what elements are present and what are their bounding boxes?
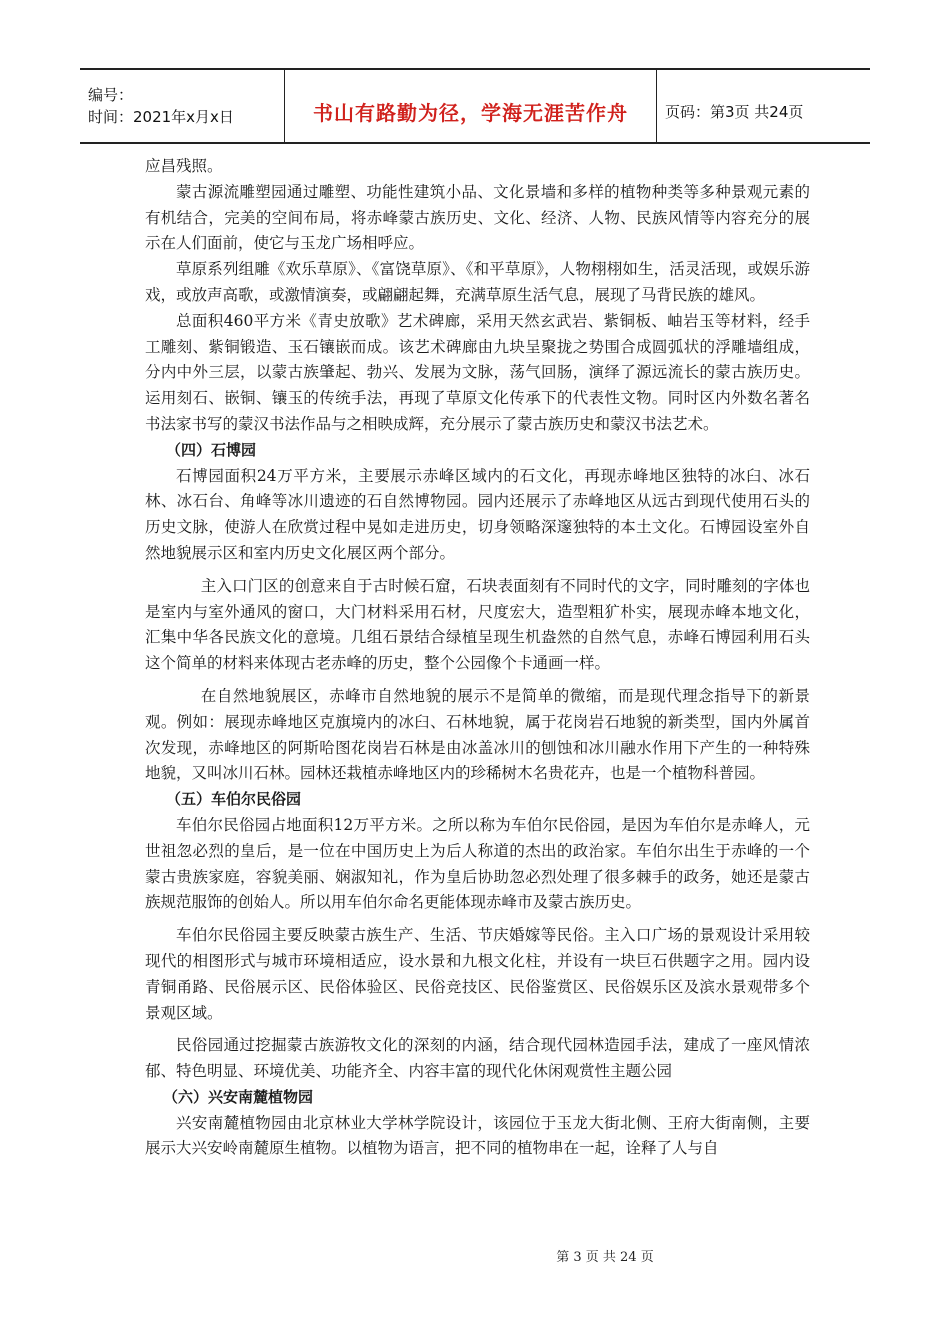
paragraph: 主入口门区的创意来自于古时候石窟，石块表面刻有不同时代的文字，同时雕刻的字体也是室内与室外通风的窗口，大门材料采用石材，尺度宏大，造型粗犷朴实，展现赤峰本地文化，汇集中华各民族文化的意境。几组石景结合绿植呈现生机盎然的自然气息，赤峰石博园利用石头这个简单的材料来体现古老赤峰的历史，整个公园像个卡通画一样。 — [145, 576, 810, 673]
paragraph: 在自然地貌展区，赤峰市自然地貌的展示不是简单的微缩，而是现代理念指导下的新景观。例如：展现赤峰地区克旗境内的冰臼、石林地貌，属于花岗岩石地貌的新类型，国内外属首次发现，赤峰地区的阿斯哈图花岗岩石林是由冰盖冰川的刨蚀和冰川融水作用下产生的一种特殊地貌，又叫冰川石林。园林还栽植赤峰地区内的珍稀树木名贵花卉，也是一个植物科普园。 — [145, 686, 810, 783]
header-date: 时间：2021年x月x日 — [88, 108, 234, 126]
paragraph: 车伯尔民俗园占地面积12万平方米。之所以称为车伯尔民俗园，是因为车伯尔是赤峰人，元世祖忽必烈的皇后，是一位在中国历史上为后人称道的杰出的政治家。车伯尔出生于赤峰的一个蒙古贵族家庭，容貌美丽、娴淑知礼，作为皇后协助忽必烈处理了很多棘手的政务，她还是蒙古族规范服饰的创始人。所以用车伯尔命名更能体现赤峰市及蒙古族历史。 — [145, 815, 810, 912]
document-body — [145, 154, 810, 1162]
header-meta — [80, 70, 285, 142]
paragraph: 草原系列组雕《欢乐草原》、《富饶草原》、《和平草原》，人物栩栩如生，活灵活现，或娱乐游戏，或放声高歌，或激情演奏，或翩翩起舞，充满草原生活气息，展现了马背民族的雄风。 — [145, 260, 810, 304]
paragraph: 蒙古源流雕塑园通过雕塑、功能性建筑小品、文化景墙和多样的植物种类等多种景观元素的有机结合，完美的空间布局，将赤峰蒙古族历史、文化、经济、人物、民族风情等内容充分的展示在人们面前，使它与玉龙广场相呼应。 — [145, 182, 810, 253]
page-header — [80, 68, 870, 144]
header-page-cell — [657, 70, 870, 142]
section-heading: （四）石博园 — [166, 440, 257, 459]
paragraph: 石博园面积24万平方米，主要展示赤峰区域内的石文化，再现赤峰地区独特的冰臼、冰石林、冰石台、角峰等冰川遗迹的石自然博物园。园内还展示了赤峰地区从远古到现代使用石头的历史文脉，使游人在欣赏过程中晃如走进历史，切身领略深邃独特的本土文化。石博园设室外自然地貌展示区和室内历史文化展区两个部分。 — [145, 466, 810, 562]
page-footer: 第 3 页 共 24 页 — [556, 1250, 654, 1265]
paragraph: 应昌残照。 — [145, 157, 223, 175]
header-motto: 书山有路勤为径，学海无涯苦作舟 — [313, 100, 628, 125]
section-heading: （五）车伯尔民俗园 — [166, 790, 302, 809]
paragraph: 兴安南麓植物园由北京林业大学林学院设计，该园位于玉龙大街北侧、王府大街南侧，主要展示大兴安岭南麓原生植物。以植物为语言，把不同的植物串在一起，诠释了人与自 — [145, 1113, 810, 1158]
paragraph: 民俗园通过挖掘蒙古族游牧文化的深刻的内涵，结合现代园林造园手法，建成了一座风情浓郁、特色明显、环境优美、功能齐全、内容丰富的现代化休闲观赏性主题公园 — [145, 1036, 810, 1081]
header-number-label: 编号： — [88, 86, 134, 104]
header-motto-cell — [285, 70, 657, 142]
paragraph: 总面积460平方米《青史放歌》艺术碑廊，采用天然玄武岩、紫铜板、岫岩玉等材料，经手工雕刻、紫铜锻造、玉石镶嵌而成。该艺术碑廊由九块呈聚拢之势围合成圆弧状的浮雕墙组成，分内中外三层，以蒙古族肇起、勃兴、发展为文脉，荡气回肠，演绎了源远流长的蒙古族历史。运用刻石、嵌铜、镶玉的传统手法，再现了草原文化传承下的代表性文物。同时区内外数名著名书法家书写的蒙汉书法作品与之相映成辉，充分展示了蒙古族历史和蒙汉书法艺术。 — [145, 311, 810, 433]
paragraph: 车伯尔民俗园主要反映蒙古族生产、生活、节庆婚嫁等民俗。主入口广场的景观设计采用较现代的相图形式与城市环境相适应，设水景和九根文化柱，并设有一块巨石供题字之用。园内设青铜甬路、民俗展示区、民俗体验区、民俗竞技区、民俗鉴赏区、民俗娱乐区及滨水景观带多个景观区域。 — [145, 926, 810, 1022]
header-page-info: 页码：第3页 共24页 — [665, 102, 804, 121]
section-heading: （六）兴安南麓植物园 — [163, 1087, 314, 1106]
